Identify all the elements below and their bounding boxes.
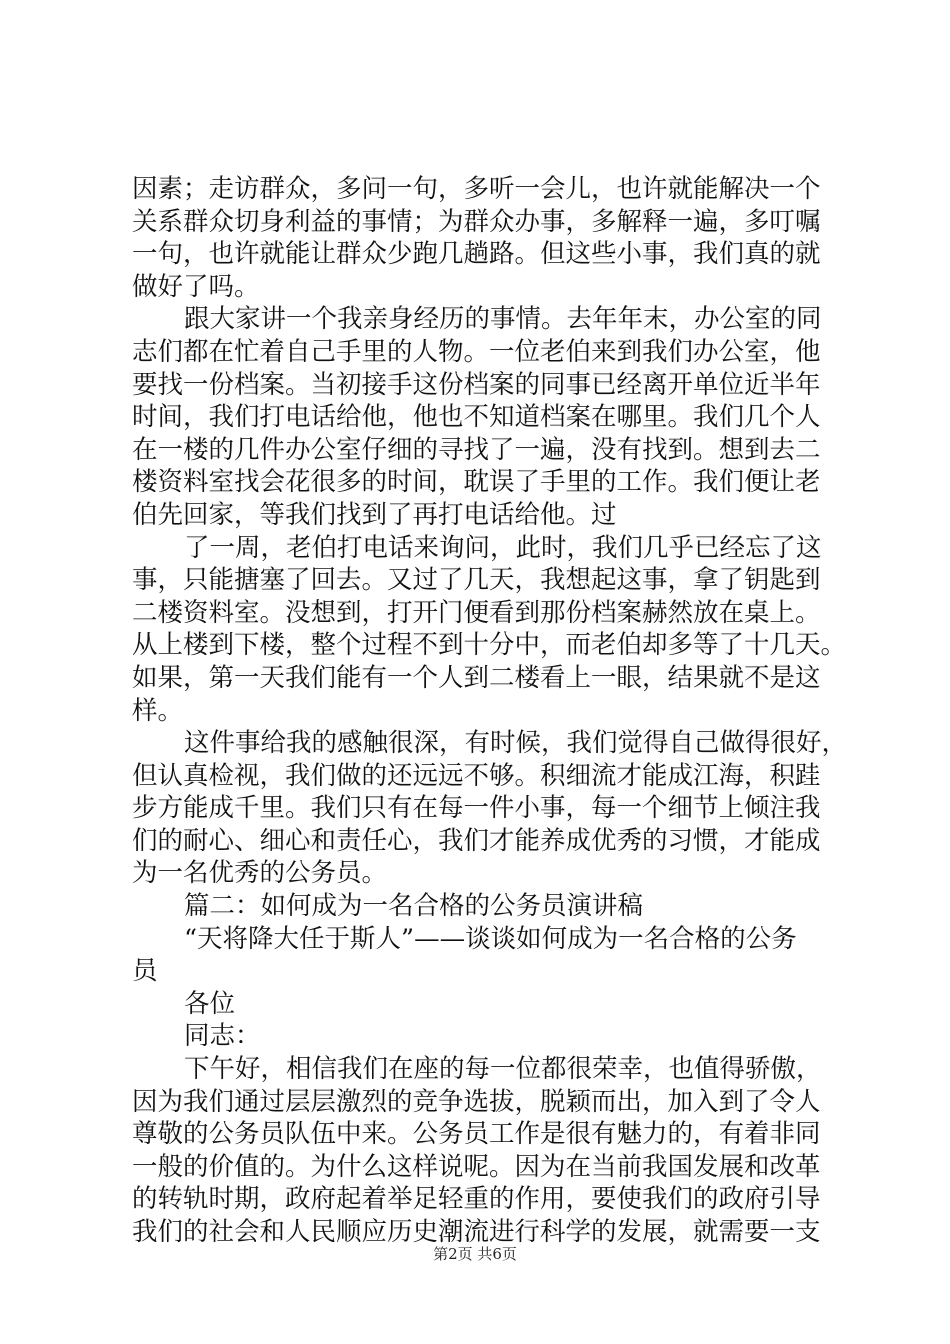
text-line: 从上楼到下楼，整个过程不到十分中，而老伯却多等了十几天。 <box>132 630 847 661</box>
text-line: 事，只能搪塞了回去。又过了几天，我想起这事，拿了钥匙到 <box>132 565 821 596</box>
text-line: 一般的价值的。为什么这样说呢。因为在当前我国发展和改革 <box>132 1151 821 1182</box>
text-line: 了一周，老伯打电话来询问，此时，我们几乎已经忘了这 <box>184 532 822 563</box>
text-line: 时间，我们打电话给他，他也不知道档案在哪里。我们几个人 <box>132 402 821 433</box>
text-line: 关系群众切身利益的事情；为群众办事，多解释一遍，多叮嘱 <box>132 206 821 237</box>
salutation: 各位 <box>184 988 236 1019</box>
text-line: 如果，第一天我们能有一个人到二楼看上一眼，结果就不是这 <box>132 662 821 693</box>
salutation: 同志： <box>184 1021 261 1052</box>
text-line: 尊敬的公务员队伍中来。公务员工作是很有魅力的，有着非同 <box>132 1119 821 1150</box>
text-line: 这件事给我的感触很深，有时候，我们觉得自己做得很好， <box>184 728 848 759</box>
text-line: 为一名优秀的公务员。 <box>132 858 388 889</box>
text-line: 二楼资料室。没想到，打开门便看到那份档案赫然放在桌上。 <box>132 597 821 628</box>
text-line: 跟大家讲一个我亲身经历的事情。去年年末，办公室的同 <box>184 304 822 335</box>
text-line: 因为我们通过层层激烈的竞争选拔，脱颖而出，加入到了令人 <box>132 1086 821 1117</box>
text-line: 我们的社会和人民顺应历史潮流进行科学的发展，就需要一支 <box>132 1217 821 1247</box>
text-line: 但认真检视，我们做的还远远不够。积细流才能成江海，积跬 <box>132 760 821 791</box>
text-line: 楼资料室找会花很多的时间，耽误了手里的工作。我们便让老 <box>132 467 821 498</box>
text-line: 下午好，相信我们在座的每一位都很荣幸，也值得骄傲， <box>184 1054 822 1085</box>
text-line: 的转轨时期，政府起着举足轻重的作用，要使我们的政府引导 <box>132 1184 821 1215</box>
speech-title: “天将降大任于斯人”——谈谈如何成为一名合格的公务 <box>184 923 797 954</box>
section-heading: 篇二：如何成为一名合格的公务员演讲稿 <box>184 891 644 922</box>
text-line: 志们都在忙着自己手里的人物。一位老伯来到我们办公室，他 <box>132 336 821 367</box>
text-line: 样。 <box>132 695 184 726</box>
text-line: 因素；走访群众，多问一句，多听一会儿，也许就能解决一个 <box>132 174 821 204</box>
text-line: 步方能成千里。我们只有在每一件小事，每一个细节上倾注我 <box>132 793 821 824</box>
text-line: 做好了吗。 <box>132 271 260 302</box>
text-line: 一句，也许就能让群众少跑几趟路。但这些小事，我们真的就 <box>132 239 821 270</box>
text-line: 伯先回家，等我们找到了再打电话给他。过 <box>132 499 617 530</box>
speech-title-continued: 员 <box>132 956 158 987</box>
document-body <box>132 173 848 1249</box>
page-number-footer: 第2页 共6页 <box>433 1245 517 1263</box>
text-line: 要找一份档案。当初接手这份档案的同事已经离开单位近半年 <box>132 369 821 400</box>
text-line: 们的耐心、细心和责任心，我们才能养成优秀的习惯，才能成 <box>132 825 821 856</box>
text-line: 在一楼的几件办公室仔细的寻找了一遍，没有找到。想到去二 <box>132 434 821 465</box>
